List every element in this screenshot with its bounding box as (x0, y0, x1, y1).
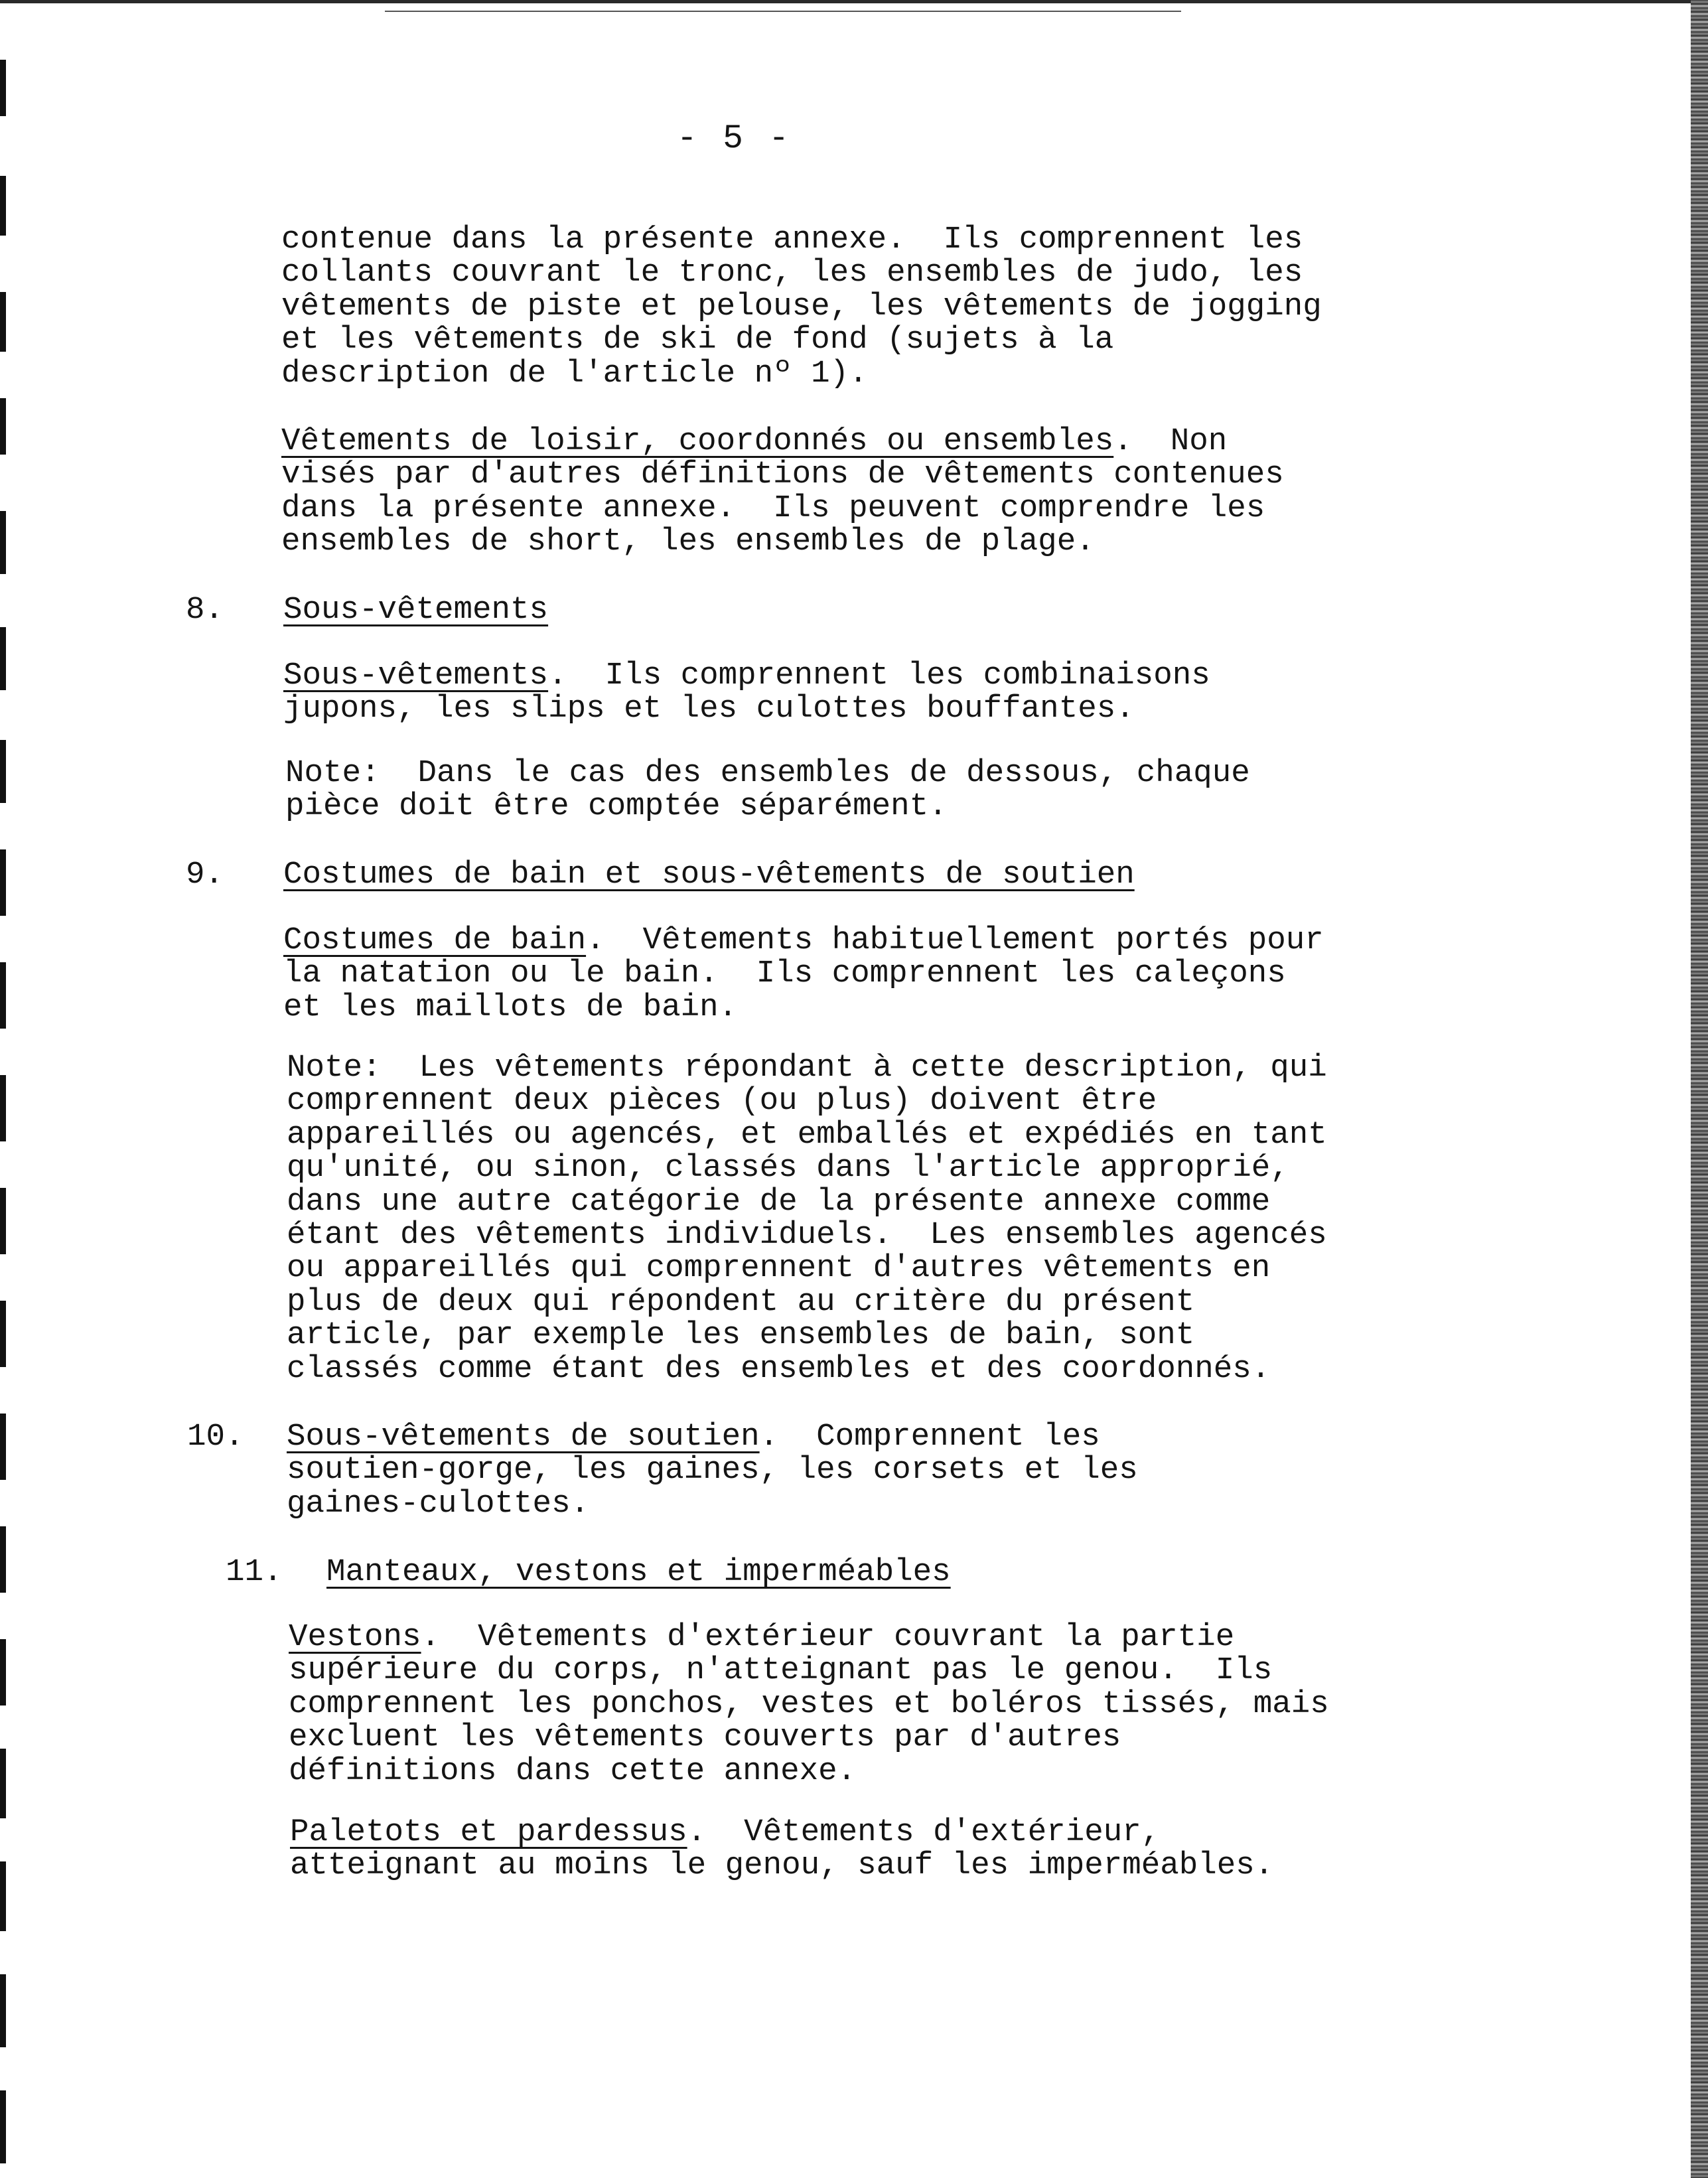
item11-heading (326, 1556, 951, 1589)
item8-heading-text: Sous-vêtements (283, 592, 549, 628)
item-number-8: 8. (186, 592, 224, 628)
scan-left-mark (0, 1861, 6, 1931)
loisir-body: . Non visés par d'autres définitions de vêtements contenues dans la présente annexe. Ils peuvent comprendre les ensembles de short, les ensembles de plage. (281, 423, 1284, 560)
scan-left-mark (0, 398, 6, 455)
item8-heading (283, 593, 548, 626)
item10-definition (287, 1420, 1138, 1520)
scan-left-mark (0, 176, 6, 236)
paletots-body: . Vêtements d'extérieur, atteignant au moins le genou, sauf les imperméables. (290, 1814, 1274, 1884)
scan-right-edge (1691, 0, 1708, 2178)
item9-definition (283, 924, 1324, 1024)
item9-def-title: Costumes de bain (283, 922, 587, 958)
scan-left-mark (0, 2090, 6, 2163)
scan-top-line (385, 11, 1181, 12)
item9-note: Note: Les vêtements répondant à cette description, qui comprennent deux pièces (ou plus) doivent être appareillés ou agencés, et emballés et expédiés en tant qu'unité, ou sinon, classés dans l'article approprié, dans une autre catégorie de la présente annexe comme étant des vêtements individuels. Les ensembles agencés ou appareillés qui comprennent d'autres vêtements en plus de deux qui répondent au critère du présent article, par exemple les ensembles de bain, sont classés comme étant des ensembles et des coordonnés. (287, 1050, 1327, 1387)
vestons-title: Vestons (289, 1619, 421, 1655)
scan-top-edge (0, 0, 1708, 3)
intro-paragraph: contenue dans la présente annexe. Ils comprennent les collants couvrant le tronc, les ensembles de judo, les vêtements de piste et pelouse, les vêtements de jogging et les vêtements de ski de fond (sujets à la description de l'article nº 1). (281, 222, 1322, 392)
item8-note: Note: Dans le cas des ensembles de dessous, chaque pièce doit être comptée séparément. (285, 755, 1250, 825)
scan-left-mark (0, 1749, 6, 1818)
vestons-body: . Vêtements d'extérieur couvrant la partie supérieure du corps, n'atteignant pas le genou. Ils comprennent les ponchos, vestes et boléros tissés, mais excluent les vêtements couverts par d'autres définitions dans cette annexe. (289, 1619, 1329, 1789)
paletots-title: Paletots et pardessus (290, 1814, 687, 1850)
page-number: - 5 - (677, 120, 792, 158)
loisir-title: Vêtements de loisir, coordonnés ou ensembles (281, 423, 1114, 459)
item8-definition (283, 659, 1210, 726)
item9-heading-text: Costumes de bain et sous-vêtements de soutien (283, 857, 1135, 893)
scan-left-mark (0, 511, 6, 574)
item9-def-body: . Vêtements habituellement portés pour la natation ou le bain. Ils comprennent les caleçons et les maillots de bain. (283, 922, 1324, 1025)
scan-left-mark (0, 60, 6, 116)
scan-left-mark (0, 1075, 6, 1141)
loisir-definition (281, 425, 1284, 559)
scan-left-mark (0, 1974, 6, 2047)
scan-left-mark (0, 1301, 6, 1367)
scan-left-mark (0, 740, 6, 803)
item-number-11: 11. (226, 1554, 283, 1590)
item11-heading-text: Manteaux, vestons et imperméables (326, 1554, 951, 1590)
item9-heading (283, 858, 1135, 891)
paletots-definition (290, 1816, 1273, 1883)
scan-left-mark (0, 1639, 6, 1706)
item-number-9: 9. (186, 857, 224, 893)
scan-left-mark (0, 849, 6, 916)
item8-def-body: . Ils comprennent les combinaisons jupons, les slips et les culottes bouffantes. (283, 658, 1210, 727)
scan-left-mark (0, 1188, 6, 1254)
item-number-10: 10. (187, 1419, 244, 1455)
item8-def-title: Sous-vêtements (283, 658, 549, 693)
scan-left-mark (0, 1526, 6, 1593)
item10-body: . Comprennent les soutien-gorge, les gaines, les corsets et les gaines-culottes. (287, 1419, 1138, 1522)
scan-left-mark (0, 292, 6, 352)
item10-title: Sous-vêtements de soutien (287, 1419, 760, 1455)
scan-left-mark (0, 1414, 6, 1480)
scan-left-mark (0, 962, 6, 1029)
vestons-definition (289, 1621, 1329, 1788)
scan-left-mark (0, 627, 6, 690)
